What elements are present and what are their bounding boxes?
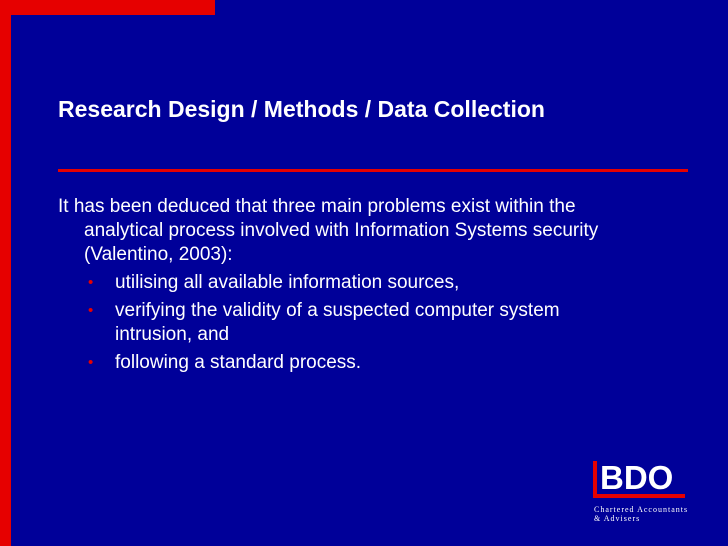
logo-tagline-line-2: & Advisers: [594, 514, 641, 523]
bullet-list: [58, 271, 618, 375]
red-accent-bar-top: [0, 0, 215, 15]
red-accent-bar-left: [0, 0, 11, 546]
bullet-text: verifying the validity of a suspected computer system intrusion, and: [115, 300, 560, 345]
logo-tagline: [594, 505, 704, 523]
bullet-text: utilising all available information sources,: [115, 272, 460, 293]
bullet-item: [88, 271, 618, 295]
title-divider: [58, 169, 688, 172]
bullet-item: [88, 351, 618, 375]
slide-body: [58, 195, 618, 379]
intro-paragraph: It has been deduced that three main problems exist within the analytical process involved with Information Systems security (Valentino, 2003):: [58, 196, 599, 265]
bullet-text: following a standard process.: [115, 352, 362, 373]
slide-title: Research Design / Methods / Data Collection: [58, 96, 545, 122]
bullet-dot-icon: •: [88, 354, 94, 371]
logo-tagline-line-1: Chartered Accountants: [594, 505, 689, 514]
bdo-logo: [593, 459, 689, 500]
bullet-dot-icon: •: [88, 274, 94, 291]
bullet-item: [88, 299, 618, 347]
logo-brand-text: BDO: [600, 459, 674, 496]
bullet-dot-icon: •: [88, 302, 94, 319]
